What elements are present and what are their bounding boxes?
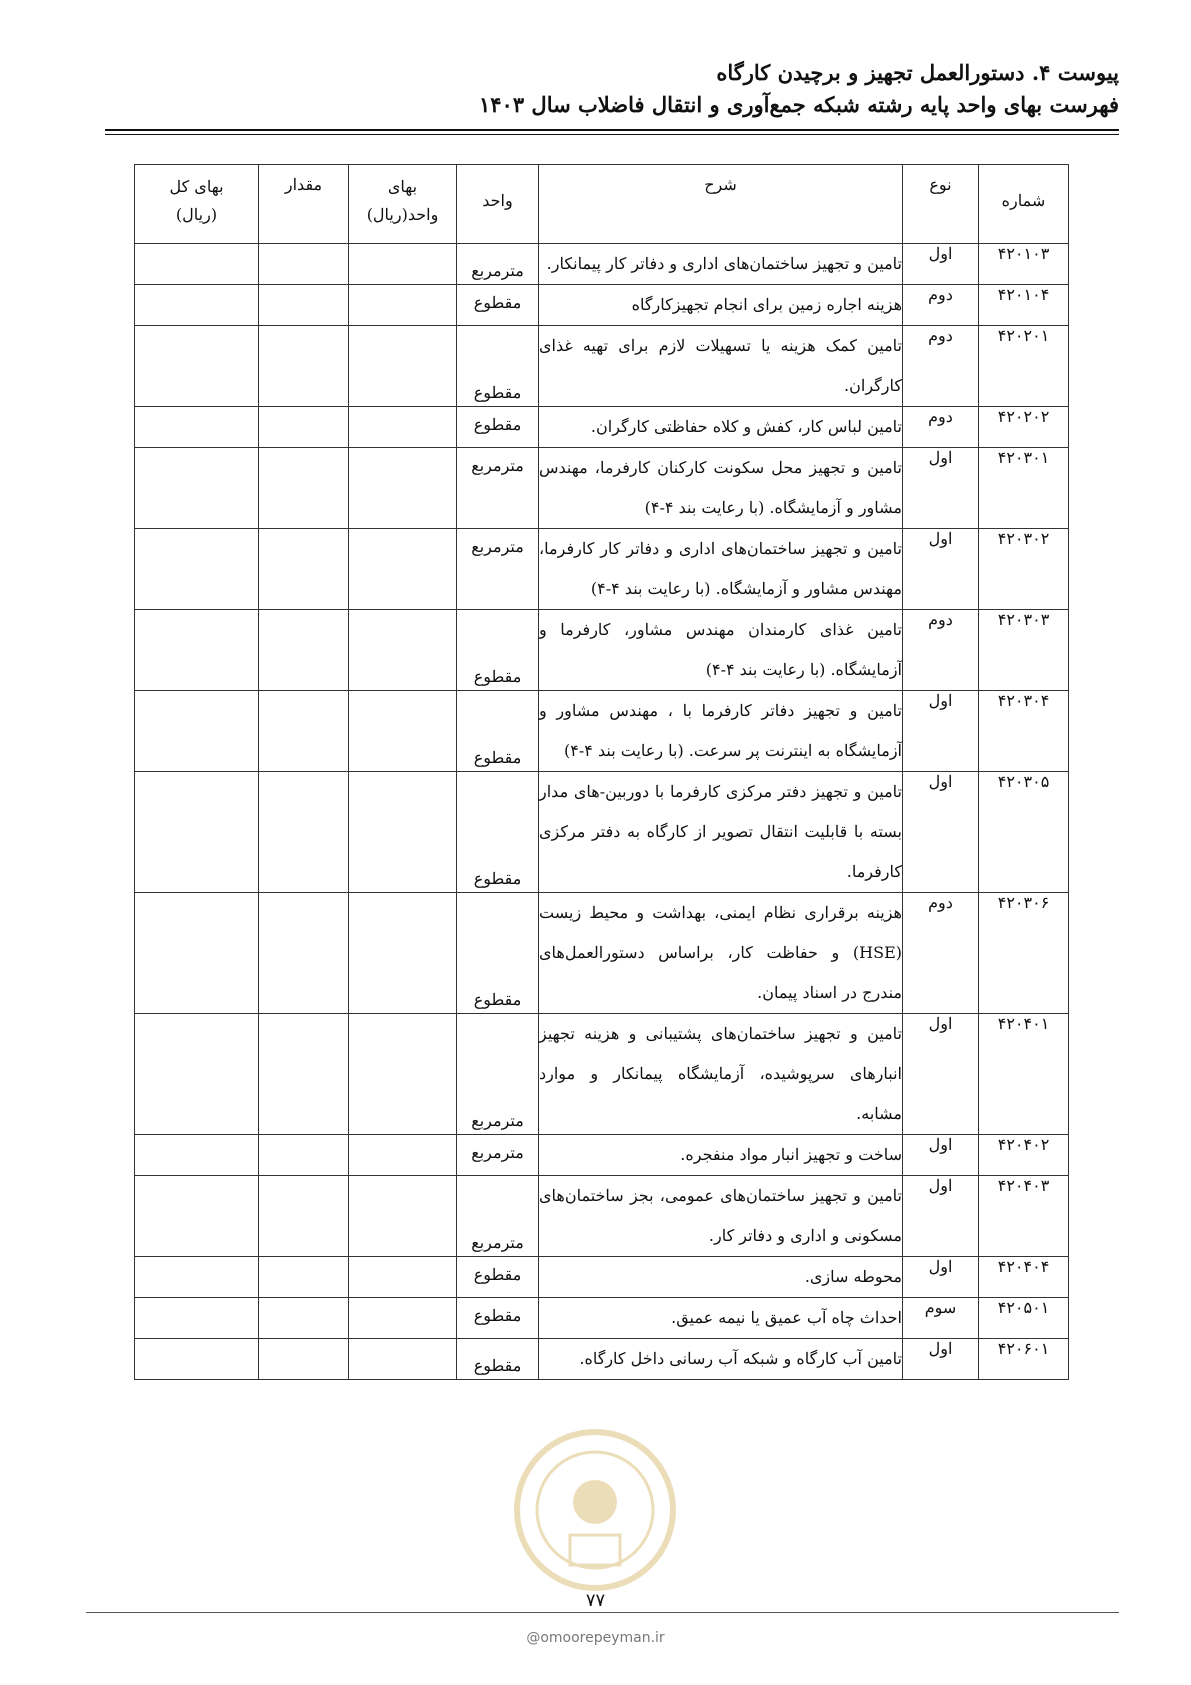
item-unit-price (349, 1014, 457, 1135)
item-unit-cell (457, 1339, 539, 1380)
item-unit: مترمربع (471, 1143, 524, 1162)
item-quantity (259, 893, 349, 1014)
watermark-seal (510, 1410, 680, 1610)
item-description: تامین و تجهیز ساختمان‌های عمومی، بجز ساختمان‌های مسکونی و اداری و دفاتر کار. (539, 1176, 903, 1257)
item-quantity (259, 1014, 349, 1135)
item-total-price (135, 893, 259, 1014)
item-quantity (259, 326, 349, 407)
item-description: هزینه برقراری نظام ایمنی، بهداشت و محیط زیست (HSE) و حفاظت کار، براساس دستورالعمل‌های مندرج در اسناد پیمان. (539, 893, 903, 1014)
item-quantity (259, 772, 349, 893)
item-quantity (259, 407, 349, 448)
item-number: ۴۲۰۱۰۳ (979, 244, 1069, 285)
item-type: دوم (903, 326, 979, 407)
item-unit-price (349, 893, 457, 1014)
website-watermark: @omoorepeyman.ir (526, 1630, 665, 1646)
price-list-table (134, 164, 1069, 1380)
item-unit-price (349, 1135, 457, 1176)
item-number: ۴۲۰۳۰۲ (979, 529, 1069, 610)
header-unit-price-line2: واحد(ریال) (366, 205, 439, 224)
item-quantity (259, 691, 349, 772)
table-row (135, 285, 1069, 326)
item-quantity (259, 1339, 349, 1380)
item-unit: مقطوع (473, 667, 522, 686)
header-type: نوع (903, 165, 979, 244)
item-unit-cell (457, 326, 539, 407)
header-quantity: مقدار (259, 165, 349, 244)
header-total-line1: بهای کل (169, 177, 224, 196)
item-total-price (135, 448, 259, 529)
item-quantity (259, 1135, 349, 1176)
item-unit-price (349, 448, 457, 529)
header-unit-price (349, 165, 457, 244)
item-number: ۴۲۰۳۰۴ (979, 691, 1069, 772)
item-quantity (259, 1298, 349, 1339)
item-unit-price (349, 529, 457, 610)
item-unit-price (349, 610, 457, 691)
item-unit: مقطوع (473, 1265, 522, 1284)
item-unit: مترمربع (471, 537, 524, 556)
item-unit-price (349, 326, 457, 407)
item-number: ۴۲۰۴۰۱ (979, 1014, 1069, 1135)
item-total-price (135, 1014, 259, 1135)
item-total-price (135, 1298, 259, 1339)
item-quantity (259, 244, 349, 285)
header-number: شماره (979, 165, 1069, 244)
item-unit-price (349, 1257, 457, 1298)
item-number: ۴۲۰۳۰۶ (979, 893, 1069, 1014)
item-unit-cell (457, 1176, 539, 1257)
document-title: فهرست بهای واحد پایه رشته شبکه جمع‌آوری و انتقال فاضلاب سال ۱۴۰۳ (479, 92, 1119, 117)
item-description: ساخت و تجهیز انبار مواد منفجره. (539, 1135, 903, 1176)
item-total-price (135, 407, 259, 448)
header-rule-thick (105, 129, 1119, 131)
item-number: ۴۲۰۱۰۴ (979, 285, 1069, 326)
item-type: اول (903, 1339, 979, 1380)
item-type: دوم (903, 893, 979, 1014)
header-total-line2: (ریال) (175, 205, 218, 224)
item-number: ۴۲۰۶۰۱ (979, 1339, 1069, 1380)
table-row (135, 691, 1069, 772)
item-unit-cell (457, 285, 539, 326)
item-unit-price (349, 1176, 457, 1257)
item-total-price (135, 1176, 259, 1257)
item-number: ۴۲۰۳۰۵ (979, 772, 1069, 893)
item-unit-cell (457, 1298, 539, 1339)
item-description: تامین و تجهیز ساختمان‌های اداری و دفاتر کار پیمانکار. (539, 244, 903, 285)
item-unit-price (349, 772, 457, 893)
item-unit: مترمربع (471, 1111, 524, 1130)
table-header-row (135, 165, 1069, 244)
item-total-price (135, 772, 259, 893)
item-number: ۴۲۰۴۰۲ (979, 1135, 1069, 1176)
item-number: ۴۲۰۲۰۲ (979, 407, 1069, 448)
header-unit-price-line1: بهای (387, 177, 418, 196)
header-unit: واحد (457, 165, 539, 244)
item-type: سوم (903, 1298, 979, 1339)
table-row (135, 893, 1069, 1014)
item-unit-price (349, 1298, 457, 1339)
item-description: تامین و تجهیز ساختمان‌های اداری و دفاتر کار کارفرما، مهندس مشاور و آزمایشگاه. (با رعایت بند ۴-۴) (539, 529, 903, 610)
page-header (479, 58, 1119, 120)
table-row (135, 407, 1069, 448)
item-quantity (259, 285, 349, 326)
item-number: ۴۲۰۴۰۴ (979, 1257, 1069, 1298)
item-description: احداث چاه آب عمیق یا نیمه عمیق. (539, 1298, 903, 1339)
item-total-price (135, 610, 259, 691)
item-unit: مقطوع (473, 293, 522, 312)
item-total-price (135, 1135, 259, 1176)
item-quantity (259, 1176, 349, 1257)
page-number: ۷۷ (585, 1590, 606, 1611)
item-unit-price (349, 244, 457, 285)
item-number: ۴۲۰۳۰۱ (979, 448, 1069, 529)
item-unit-cell (457, 893, 539, 1014)
item-unit-cell (457, 1257, 539, 1298)
item-unit-price (349, 407, 457, 448)
table-row (135, 1176, 1069, 1257)
item-total-price (135, 1257, 259, 1298)
item-unit-cell (457, 407, 539, 448)
item-unit-cell (457, 529, 539, 610)
header-total-price (135, 165, 259, 244)
appendix-title: پیوست ۴. دستورالعمل تجهیز و برچیدن کارگاه (716, 60, 1119, 85)
table-row (135, 448, 1069, 529)
item-type: دوم (903, 285, 979, 326)
item-quantity (259, 610, 349, 691)
item-description: تامین و تجهیز محل سکونت کارکنان کارفرما، مهندس مشاور و آزمایشگاه. (با رعایت بند ۴-۴) (539, 448, 903, 529)
item-unit-cell (457, 691, 539, 772)
item-type: اول (903, 1257, 979, 1298)
item-number: ۴۲۰۳۰۳ (979, 610, 1069, 691)
table-row (135, 326, 1069, 407)
item-type: اول (903, 772, 979, 893)
item-unit-cell (457, 1014, 539, 1135)
item-unit: مقطوع (473, 1356, 522, 1375)
item-total-price (135, 1339, 259, 1380)
item-description: تامین کمک هزینه یا تسهیلات لازم برای تهیه غذای کارگران. (539, 326, 903, 407)
item-type: اول (903, 244, 979, 285)
item-unit: مترمربع (471, 456, 524, 475)
item-number: ۴۲۰۴۰۳ (979, 1176, 1069, 1257)
item-type: اول (903, 691, 979, 772)
item-unit: مترمربع (471, 1233, 524, 1252)
table-row (135, 610, 1069, 691)
table-row (135, 244, 1069, 285)
item-unit-cell (457, 610, 539, 691)
item-unit-price (349, 691, 457, 772)
item-unit: مقطوع (473, 1306, 522, 1325)
item-total-price (135, 326, 259, 407)
table-row (135, 1014, 1069, 1135)
table-row (135, 1339, 1069, 1380)
item-type: اول (903, 1135, 979, 1176)
item-unit-cell (457, 244, 539, 285)
item-description: تامین و تجهیز دفاتر کارفرما با ، مهندس مشاور و آزمایشگاه به اینترنت پر سرعت. (با رعایت بند ۴-۴) (539, 691, 903, 772)
item-quantity (259, 529, 349, 610)
item-description: هزینه اجاره زمین برای انجام تجهیزکارگاه (539, 285, 903, 326)
header-rule-thin (105, 134, 1119, 135)
item-unit: مترمربع (471, 261, 524, 280)
item-number: ۴۲۰۵۰۱ (979, 1298, 1069, 1339)
item-description: تامین و تجهیز ساختمان‌های پشتیبانی و هزینه تجهیز انبارهای سرپوشیده، آزمایشگاه پیمانکار و موارد مشابه. (539, 1014, 903, 1135)
item-description: تامین غذای کارمندان مهندس مشاور، کارفرما و آزمایشگاه. (با رعایت بند ۴-۴) (539, 610, 903, 691)
item-type: دوم (903, 407, 979, 448)
table-row (135, 772, 1069, 893)
item-type: اول (903, 448, 979, 529)
item-total-price (135, 244, 259, 285)
item-type: دوم (903, 610, 979, 691)
item-unit: مقطوع (473, 748, 522, 767)
item-unit: مقطوع (473, 415, 522, 434)
table-row (135, 1135, 1069, 1176)
item-total-price (135, 691, 259, 772)
table-row (135, 1257, 1069, 1298)
item-type: اول (903, 529, 979, 610)
item-number: ۴۲۰۲۰۱ (979, 326, 1069, 407)
item-unit-price (349, 285, 457, 326)
item-description: تامین آب کارگاه و شبکه آب رسانی داخل کارگاه. (539, 1339, 903, 1380)
item-type: اول (903, 1176, 979, 1257)
item-type: اول (903, 1014, 979, 1135)
item-total-price (135, 529, 259, 610)
item-total-price (135, 285, 259, 326)
item-unit: مقطوع (473, 869, 522, 888)
item-unit-price (349, 1339, 457, 1380)
table-row (135, 529, 1069, 610)
item-unit-cell (457, 1135, 539, 1176)
item-quantity (259, 1257, 349, 1298)
item-description: محوطه سازی. (539, 1257, 903, 1298)
header-description: شرح (539, 165, 903, 244)
item-unit: مقطوع (473, 990, 522, 1009)
item-quantity (259, 448, 349, 529)
footer-rule (86, 1612, 1119, 1613)
item-unit-cell (457, 448, 539, 529)
item-description: تامین و تجهیز دفتر مرکزی کارفرما با دوربین-های مدار بسته با قابلیت انتقال تصویر از کارگاه به دفتر مرکزی کارفرما. (539, 772, 903, 893)
item-unit: مقطوع (473, 383, 522, 402)
item-unit-cell (457, 772, 539, 893)
item-description: تامین لباس کار، کفش و کلاه حفاظتی کارگران. (539, 407, 903, 448)
table-row (135, 1298, 1069, 1339)
